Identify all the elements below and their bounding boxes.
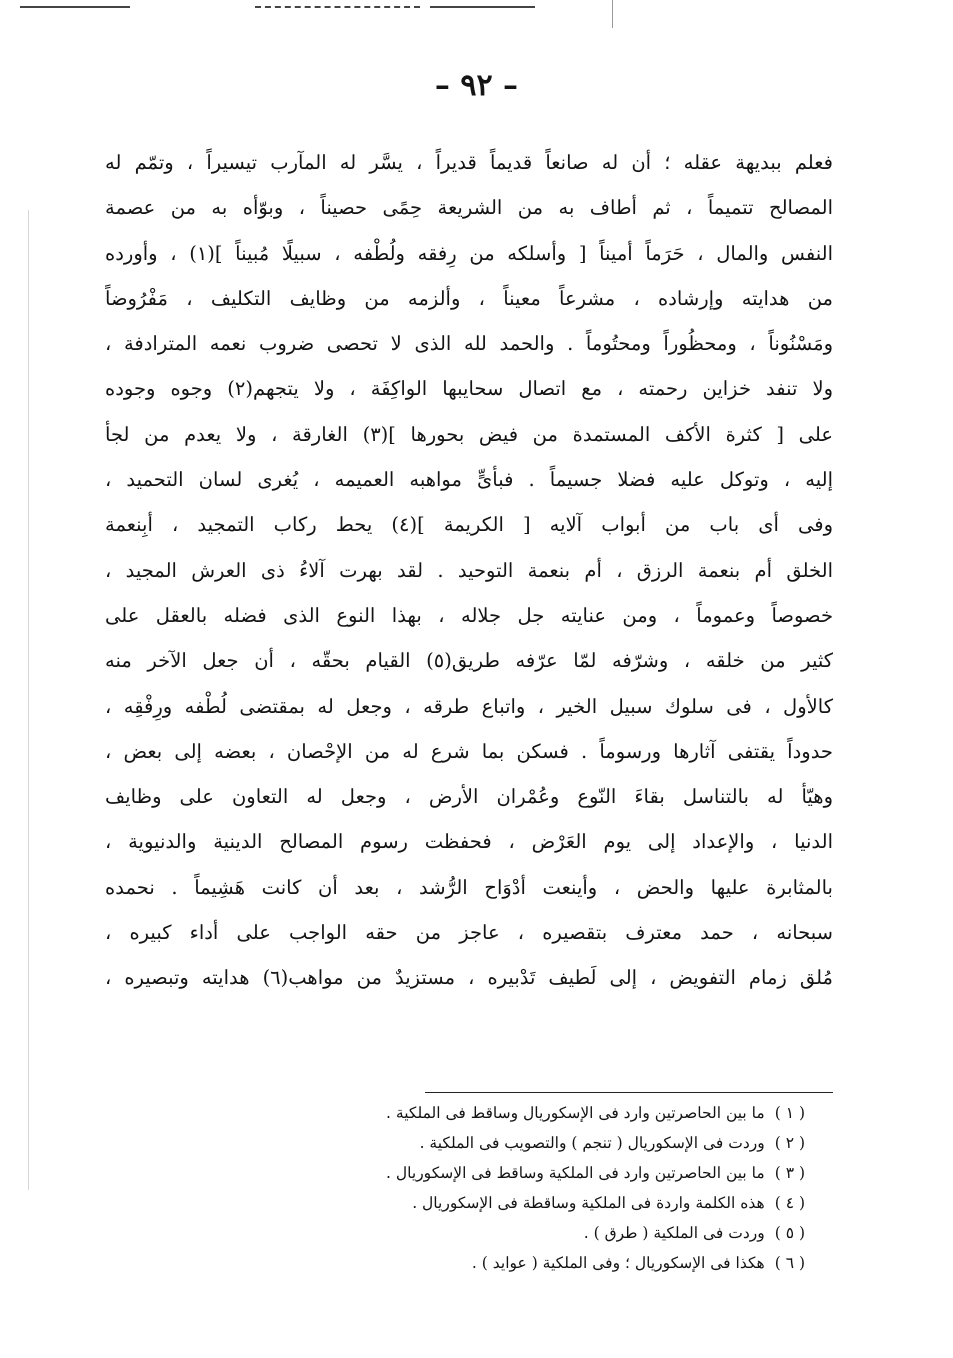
text-line: ومَسْنُوناً ، ومحظُوراً ومحتُوماً . والحمد لله الذى لا تحصى ضروب نعمه المترادفة ، bbox=[105, 332, 833, 356]
footnote-text: ما بين الحاصرتين وارد فى الملكية وساقط فى الإسكوريال . bbox=[386, 1164, 765, 1182]
scan-edge-mark bbox=[430, 6, 535, 8]
footnote-separator bbox=[425, 1092, 833, 1093]
text-line: الدنيا ، والإعداد إلى يوم العَرْض ، فحفظت رسوم المصالح الدينية والدنيوية ، bbox=[105, 830, 833, 854]
footnote-number: ( ١ ) bbox=[774, 1104, 805, 1122]
footnotes bbox=[200, 1098, 805, 1278]
footnote-number: ( ٦ ) bbox=[774, 1254, 805, 1272]
text-line: المصالح تتميماً ، ثم أطاف به من الشريعة حِمًى حصيناً ، وبوّأه به من عصمة bbox=[105, 196, 833, 220]
scan-edge-mark bbox=[255, 6, 420, 8]
footnote bbox=[200, 1128, 805, 1158]
text-line: كثير من خلقه ، وشرّفه لمّا عرّفه طريق(٥) القيام بحقّه ، أن جعل الآخر منه bbox=[105, 649, 833, 673]
text-line: الخلق أم بنعمة الرزق ، أم بنعمة التوحيد . لقد بهرت آلاءُ ذى العرش المجيد ، bbox=[105, 558, 833, 582]
body-text bbox=[105, 140, 833, 1001]
footnote-text: هذه الكلمة واردة فى الملكية وساقطة فى الإسكوريال . bbox=[412, 1194, 765, 1212]
text-line: النفس والمال ، حَرَماً أميناً [ وأسلكه من رِفقه ولُطْفه ، سبيلًا مُبيناً ](١) ، وأورده bbox=[105, 241, 833, 265]
scan-margin-shadow bbox=[28, 210, 29, 1190]
text-line: بالمثابرة عليها والحض ، وأينعت أدْوَاح الرُّشد ، بعد أن كانت هَشِيماً . نحمده bbox=[105, 875, 833, 899]
footnote-number: ( ٢ ) bbox=[774, 1134, 805, 1152]
text-line: خصوصاً وعموماً ، ومن عنايته جل جلاله ، بهذا النوع الذى فضله بالعقل على bbox=[105, 603, 833, 627]
page-number: – ٩٢ – bbox=[434, 68, 519, 103]
scan-edge-mark bbox=[20, 6, 130, 8]
footnote-text: ما بين الحاصرتين وارد فى الإسكوريال وساقط فى الملكية . bbox=[386, 1104, 765, 1122]
text-line: على [ كثرة الأكف المستمدة من فيض بحورها ](٣) الغارقة ، ولا يعدم من لجأ bbox=[105, 422, 833, 446]
text-line: إليه ، وتوكل عليه فضلا جسيماً . فبأىٍّ مواهبه العميمه ، يُغرى لسان التحميد ، bbox=[105, 468, 833, 492]
text-line: ولا تنفد خزاين رحمته ، مع اتصال سحايبها الواكِفَة ، ولا يتجهم(٢) وجوه وجوده bbox=[105, 377, 833, 401]
footnote bbox=[200, 1158, 805, 1188]
footnote-text: هكذا فى الإسكوريال ؛ وفى الملكية ( عوايد ) . bbox=[471, 1254, 765, 1272]
text-line: من هدايته وإرشاده ، مشرعاً معيناً ، وألزمه من وظايف التكليف ، مَفْرُوضاً bbox=[105, 286, 833, 310]
footnote-text: وردت فى الإسكوريال ( تنجم ) والتصويب فى الملكية . bbox=[419, 1134, 765, 1152]
footnote bbox=[200, 1218, 805, 1248]
footnote-number: ( ٣ ) bbox=[774, 1164, 805, 1182]
text-line: حدوداً يقتفى آثارها ورسوماً . فسكن بما شرع له من الإحْصان ، بعضه إلى بعض ، bbox=[105, 739, 833, 763]
scan-fold-line bbox=[612, 0, 613, 28]
footnote bbox=[200, 1098, 805, 1128]
text-line: وهيّأ له بالتناسل بقاءَ النّوع وعُمْران الأرض ، وجعل له التعاون على وظايف bbox=[105, 785, 833, 809]
text-line: فعلم ببديهة عقله ؛ أن له صانعاً قديماً قديراً ، يسَّر له المآرب تيسيراً ، وتمّم له bbox=[105, 151, 833, 174]
footnote bbox=[200, 1188, 805, 1218]
text-line: كالأول ، فى سلوك سبيل الخير ، واتباع طرقه ، وجعل له بمقتضى لُطْفه ورِفْقِه ، bbox=[105, 694, 833, 718]
text-line: مُلق زمام التفويض ، إلى لَطيف تَدْبيره ، مستزيدٌ من مواهب(٦) هدايته وتبصيره ، bbox=[105, 966, 833, 990]
text-line: وفى أى باب من أبواب آلايه [ الكريمة ](٤) يحط ركاب التمجيد ، أبِنعمة bbox=[105, 513, 833, 537]
footnote bbox=[200, 1248, 805, 1278]
footnote-number: ( ٤ ) bbox=[774, 1194, 805, 1212]
text-line: سبحانه ، حمد معترف بتقصيره ، عاجز من حقه الواجب على أداء كبيره ، bbox=[105, 921, 833, 945]
footnote-number: ( ٥ ) bbox=[774, 1224, 805, 1242]
footnote-text: وردت فى الملكية ( طرق ) . bbox=[583, 1224, 765, 1242]
